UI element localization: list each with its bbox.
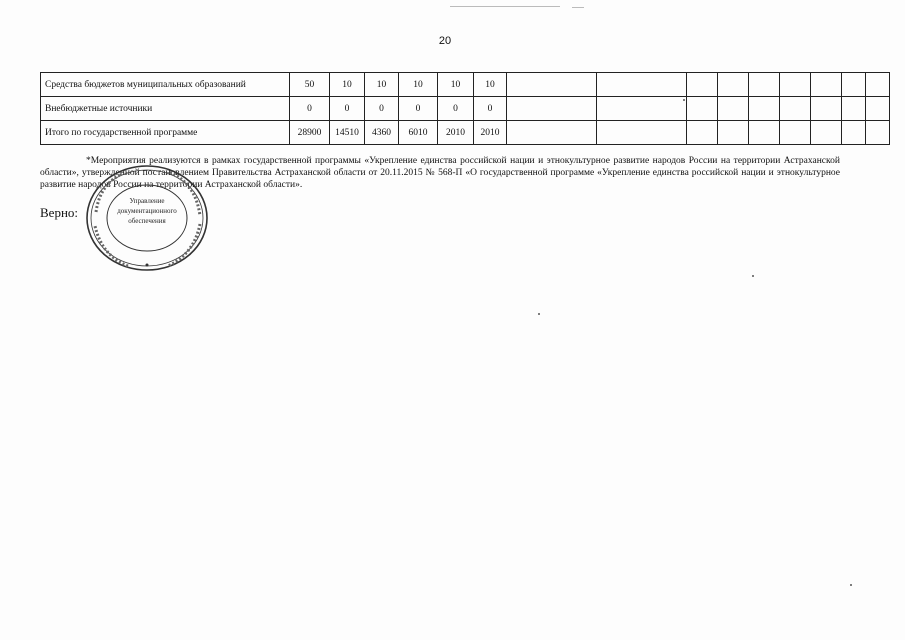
stamp-line: Управление [129, 197, 165, 205]
row-label: Итого по государственной программе [41, 121, 290, 145]
table-cell: 50 [290, 73, 330, 97]
table-row [41, 121, 890, 145]
empty-cell [507, 73, 597, 97]
table-cell: 0 [330, 97, 365, 121]
empty-cell [780, 121, 811, 145]
table-cell: 2010 [474, 121, 507, 145]
table-cell: 4360 [365, 121, 399, 145]
empty-cell [749, 121, 780, 145]
footnote-text: *Мероприятия реализуются в рамках государственной программы «Укрепление единства российской нации и этнокультурное развитие народов России на территории Астраханской области», утвержденной постановлением Правительства Астраханской области от 20.11.2015 № 568-П «О государственной программе «Укрепление единства российской нации и этнокультурное развитие народов России на территории Астраханской области». [40, 156, 840, 190]
table-cell: 10 [399, 73, 438, 97]
empty-cell [687, 121, 718, 145]
verno-label: Верно: [40, 205, 79, 220]
empty-cell [866, 97, 890, 121]
empty-cell [842, 97, 866, 121]
table-cell: 28900 [290, 121, 330, 145]
table-cell: 0 [365, 97, 399, 121]
table-cell: 2010 [438, 121, 474, 145]
table-cell: 0 [399, 97, 438, 121]
table-cell: 10 [438, 73, 474, 97]
empty-cell [780, 97, 811, 121]
empty-cell [597, 121, 687, 145]
empty-cell [687, 73, 718, 97]
empty-cell [507, 121, 597, 145]
empty-cell [842, 121, 866, 145]
page-number: 20 [438, 35, 452, 47]
stamp-line: документационного [117, 207, 177, 215]
table-cell: 0 [438, 97, 474, 121]
scan-speck [683, 99, 685, 101]
empty-cell [749, 97, 780, 121]
table-cell: 6010 [399, 121, 438, 145]
empty-cell [842, 73, 866, 97]
empty-cell [811, 73, 842, 97]
stamp-text [110, 196, 184, 226]
empty-cell [811, 121, 842, 145]
table-cell: 0 [290, 97, 330, 121]
empty-cell [687, 97, 718, 121]
header-rule [450, 6, 560, 7]
row-label: Средства бюджетов муниципальных образований [41, 73, 290, 97]
empty-cell [811, 97, 842, 121]
empty-cell [749, 73, 780, 97]
empty-cell [597, 73, 687, 97]
empty-cell [780, 73, 811, 97]
budget-table [40, 72, 890, 145]
empty-cell [718, 97, 749, 121]
table-cell: 10 [330, 73, 365, 97]
empty-cell [507, 97, 597, 121]
empty-cell [718, 121, 749, 145]
scan-speck [538, 313, 540, 315]
table-cell: 10 [365, 73, 399, 97]
table-row [41, 97, 890, 121]
scan-speck [850, 584, 852, 586]
table-cell: 0 [474, 97, 507, 121]
scan-speck [752, 275, 754, 277]
official-stamp [82, 162, 212, 274]
header-rule-short [572, 7, 584, 8]
row-label: Внебюджетные источники [41, 97, 290, 121]
stamp-line: обеспечения [128, 217, 166, 225]
table-cell: 14510 [330, 121, 365, 145]
table-cell: 10 [474, 73, 507, 97]
empty-cell [866, 73, 890, 97]
table-row [41, 73, 890, 97]
empty-cell [597, 97, 687, 121]
empty-cell [866, 121, 890, 145]
empty-cell [718, 73, 749, 97]
